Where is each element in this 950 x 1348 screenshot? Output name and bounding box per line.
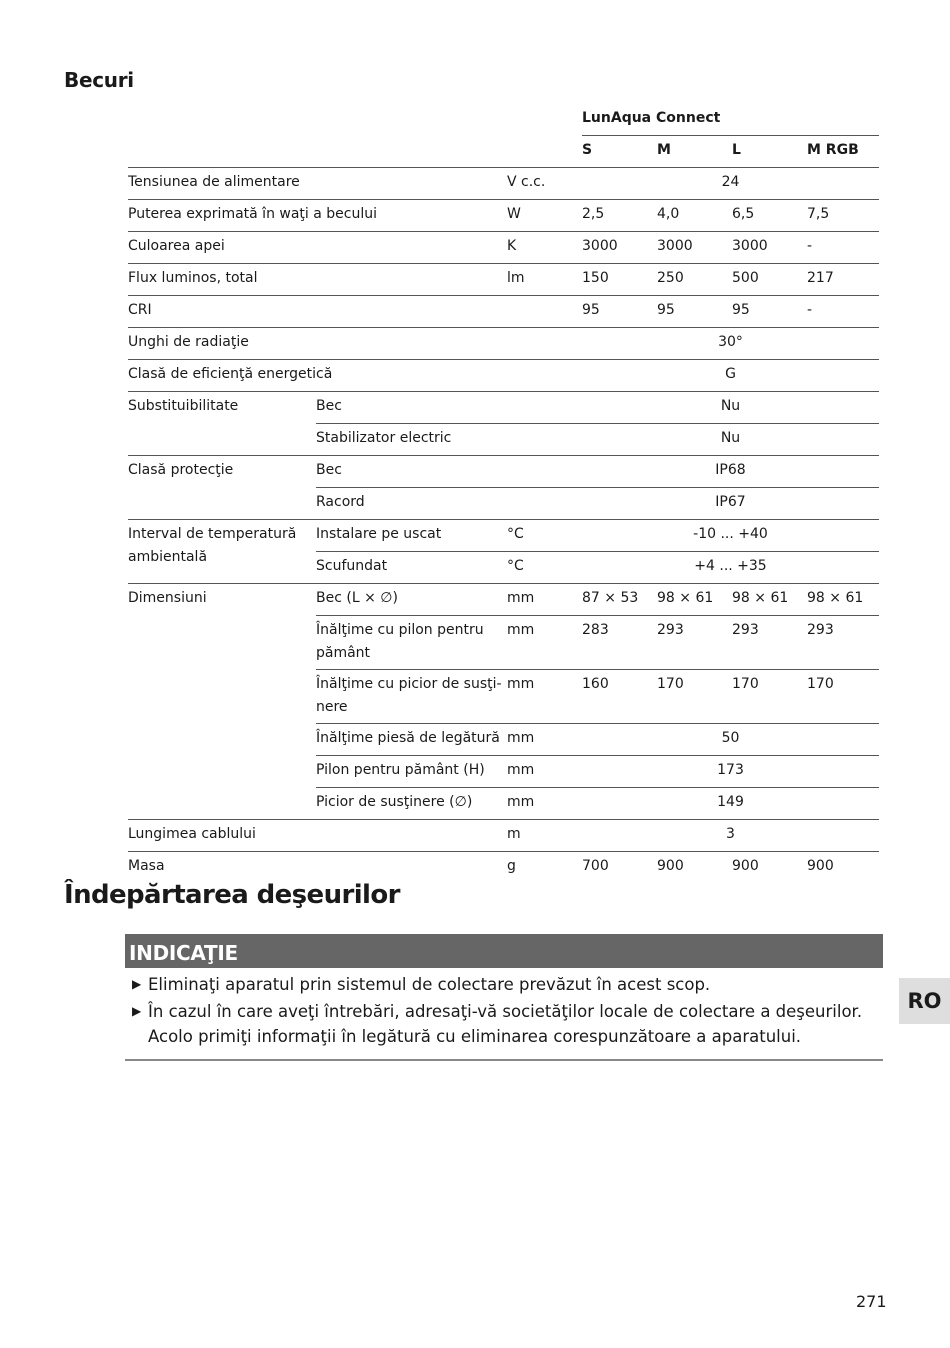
row-value: 3 (582, 820, 879, 852)
row-value: 150 (582, 264, 657, 296)
row-value: 149 (582, 788, 879, 820)
row-value: 30° (582, 328, 879, 360)
row-label: Clasă de eficienţă energetică (128, 360, 507, 392)
row-sublabel: Racord (316, 488, 507, 520)
row-value: 6,5 (732, 200, 807, 232)
row-label: Puterea exprimată în waţi a becului (128, 200, 507, 232)
table-row (128, 328, 879, 360)
row-unit (507, 296, 582, 328)
row-value: - (807, 296, 879, 328)
row-unit: g (507, 858, 516, 874)
row-label: Flux luminos, total (128, 264, 507, 296)
variant-header: L (732, 136, 807, 168)
row-unit: mm (507, 584, 582, 616)
row-unit: W (507, 200, 582, 232)
row-value: 900 (807, 858, 834, 874)
bullet-arrow-icon: ▶ (132, 977, 142, 991)
row-unit: mm (507, 724, 582, 756)
row-label: Tensiunea de alimentare (128, 168, 507, 200)
row-unit: V c.c. (507, 168, 582, 200)
page-number: 271 (856, 1292, 887, 1311)
row-value: 98 × 61 (807, 584, 879, 616)
product-name: LunAqua Connect (582, 104, 879, 136)
table-row (128, 168, 879, 200)
row-value: Nu (582, 392, 879, 424)
row-unit: °C (507, 552, 582, 584)
row-value: 98 × 61 (657, 584, 732, 616)
row-label: CRI (128, 296, 507, 328)
row-value: 173 (582, 756, 879, 788)
variant-header: S (582, 136, 657, 168)
row-unit: lm (507, 264, 582, 296)
row-value: 293 (732, 616, 807, 670)
row-unit: mm (507, 670, 582, 724)
row-value: 900 (732, 858, 759, 874)
section-title-disposal: Îndepărtarea deşeurilor (64, 880, 400, 910)
note-box (125, 934, 883, 1061)
table-row (128, 360, 879, 392)
row-value: 160 (582, 670, 657, 724)
table-row (128, 520, 879, 552)
row-label: Culoarea apei (128, 232, 507, 264)
row-sublabel: Bec (316, 456, 507, 488)
row-value: 170 (732, 670, 807, 724)
row-value: 170 (657, 670, 732, 724)
row-label: Dimensiuni (128, 584, 316, 820)
row-value: 4,0 (657, 200, 732, 232)
table-row (128, 264, 879, 296)
row-sublabel: Stabilizator electric (316, 424, 507, 456)
table-row (128, 232, 879, 264)
row-value: 95 (732, 296, 807, 328)
list-item-text: Eliminaţi aparatul prin sistemul de colectare prevăzut în acest scop. (148, 975, 711, 994)
table-row (128, 456, 879, 488)
row-value: 87 × 53 (582, 584, 657, 616)
row-value: 250 (657, 264, 732, 296)
row-value: 50 (582, 724, 879, 756)
row-value: -10 ... +40 (582, 520, 879, 552)
row-value: - (807, 232, 879, 264)
row-unit: mm (507, 616, 582, 670)
row-unit (507, 328, 582, 360)
table-row (128, 200, 879, 232)
row-sublabel: Înălţime cu pilon pentru pământ (316, 616, 507, 670)
table-row (128, 392, 879, 424)
row-value: +4 ... +35 (582, 552, 879, 584)
row-value: 24 (582, 168, 879, 200)
row-unit: °C (507, 520, 582, 552)
variant-header: M (657, 136, 732, 168)
row-value: 3000 (582, 232, 657, 264)
row-value: 3000 (657, 232, 732, 264)
row-value: 700 (582, 858, 609, 874)
row-value: 95 (582, 296, 657, 328)
bullet-arrow-icon: ▶ (132, 1004, 142, 1018)
row-value: 293 (807, 616, 879, 670)
row-label: Unghi de radiaţie (128, 328, 507, 360)
row-value: 95 (657, 296, 732, 328)
row-sublabel: Instalare pe uscat (316, 520, 507, 552)
row-sublabel: Bec (L × ∅) (316, 584, 507, 616)
section-title-becuri: Becuri (64, 68, 134, 92)
row-label: Substituibilitate (128, 392, 316, 456)
row-value: 98 × 61 (732, 584, 807, 616)
row-value: 500 (732, 264, 807, 296)
row-value: 293 (657, 616, 732, 670)
row-value: 2,5 (582, 200, 657, 232)
row-unit: mm (507, 756, 582, 788)
language-tab: RO (899, 978, 950, 1024)
variant-header: M RGB (807, 136, 879, 168)
row-sublabel: Pilon pentru pământ (H) (316, 756, 507, 788)
table-row (128, 820, 879, 852)
row-label: Lungimea cablului (128, 820, 507, 852)
row-sublabel: Picior de susţinere (∅) (316, 788, 507, 820)
list-item (125, 972, 883, 997)
row-value: 170 (807, 670, 879, 724)
row-unit: m (507, 820, 582, 852)
table-row (128, 296, 879, 328)
row-value: 217 (807, 264, 879, 296)
row-value: 3000 (732, 232, 807, 264)
list-item-text: În cazul în care aveţi întrebări, adresaţi-vă societăţilor locale de colectare a deşeurilor. Acolo primiţi informaţii în legătură cu eliminarea corespunzătoare a aparatului. (148, 1002, 863, 1046)
row-unit (507, 360, 582, 392)
table-row (128, 852, 879, 884)
row-sublabel: Înălţime cu picior de susţi-nere (316, 670, 507, 724)
row-value: Nu (582, 424, 879, 456)
row-value: IP67 (582, 488, 879, 520)
row-sublabel: Scufundat (316, 552, 507, 584)
row-unit: mm (507, 788, 582, 820)
list-item (125, 999, 883, 1049)
row-value: 900 (657, 858, 684, 874)
row-unit: K (507, 232, 582, 264)
note-heading: INDICAŢIE (125, 934, 883, 968)
row-sublabel: Înălţime piesă de legătură (316, 724, 507, 756)
row-sublabel: Bec (316, 392, 507, 424)
note-list (125, 968, 883, 1061)
row-value: IP68 (582, 456, 879, 488)
row-value: 7,5 (807, 200, 879, 232)
row-label: Clasă protecţie (128, 456, 316, 520)
specifications-table (128, 104, 879, 883)
row-label: Masa (128, 858, 165, 874)
row-label: Interval de temperatură ambientală (128, 520, 316, 584)
row-value: 283 (582, 616, 657, 670)
table-row (128, 584, 879, 616)
row-value: G (582, 360, 879, 392)
